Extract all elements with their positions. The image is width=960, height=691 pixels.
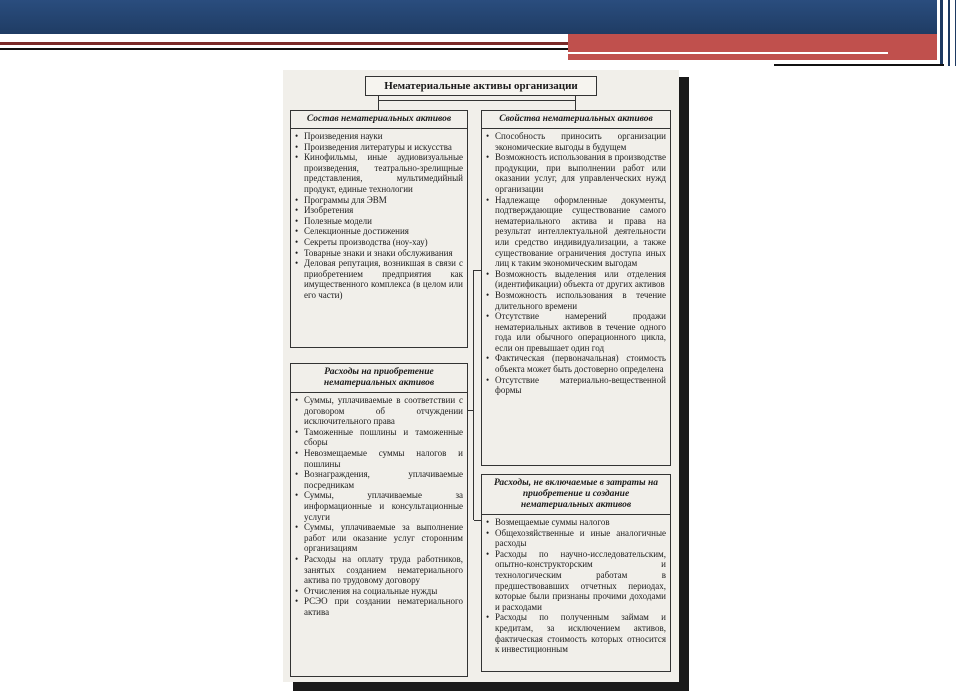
header-vertical-line — [948, 0, 950, 66]
properties-list — [482, 129, 670, 398]
connector — [474, 270, 481, 271]
list-item: • Таможенные пошлины и таможенные сборы — [294, 427, 463, 448]
properties-block — [481, 110, 671, 466]
list-item: • Произведения науки — [294, 131, 463, 142]
list-item: • Селекционные достижения — [294, 226, 463, 237]
list-item: • Товарные знаки и знаки обслуживания — [294, 248, 463, 259]
connector — [473, 270, 474, 520]
excluded-costs-heading: Расходы, не включаемые в затраты на приобретение и создание нематериальных активов — [482, 475, 670, 515]
composition-block — [290, 110, 468, 348]
list-item: • Невозмещаемые суммы налогов и пошлины — [294, 448, 463, 469]
list-item: • Возможность использования в течение длительного времени — [485, 290, 666, 311]
list-item: • Полезные модели — [294, 216, 463, 227]
list-item: • Способность приносить организации экономические выгоды в будущем — [485, 131, 666, 152]
header-rule — [0, 42, 568, 45]
connector — [378, 100, 576, 101]
list-item: • Произведения литературы и искусства — [294, 142, 463, 153]
list-item: • Отсутствие материально-вещественной формы — [485, 375, 666, 396]
slide-header-accent — [568, 34, 937, 60]
list-item: • РСЭО при создании нематериального актива — [294, 596, 463, 617]
list-item: • Суммы, уплачиваемые в соответствии с договором об отчуждении исключительного права — [294, 395, 463, 427]
list-item: • Фактическая (первоначальная) стоимость объекта может быть достоверно определена — [485, 353, 666, 374]
list-item: • Суммы, уплачиваемые за выполнение работ или оказание услуг сторонним организациям — [294, 522, 463, 554]
header-vertical-line — [955, 0, 956, 66]
list-item: • Кинофильмы, иные аудиовизуальные произведения, театрально-зрелищные представления, мультимедийный продукт, единые технологии — [294, 152, 463, 194]
list-item: • Возможность выделения или отделения (идентификации) объекта от других активов — [485, 269, 666, 290]
composition-list — [291, 129, 467, 303]
list-item: • Возможность использования в производстве продукции, при выполнении работ или оказании услуг, для управленческих нужд организации — [485, 152, 666, 194]
excluded-costs-block — [481, 474, 671, 672]
list-item: • Расходы по полученным займам и кредитам, за исключением активов, фактическая стоимость которых относится к инвестиционным — [485, 612, 666, 654]
list-item: • Возмещаемые суммы налогов — [485, 517, 666, 528]
connector — [474, 520, 481, 521]
connector — [378, 96, 379, 110]
header-rule — [0, 48, 568, 50]
list-item: • Расходы на оплату труда работников, занятых созданием нематериального актива по трудовому договору — [294, 554, 463, 586]
slide-header-band — [0, 0, 937, 34]
header-rule — [774, 64, 944, 66]
header-vertical-line — [940, 0, 943, 66]
diagram-title: Нематериальные активы организации — [365, 76, 597, 96]
acquisition-costs-block — [290, 363, 468, 677]
header-rule — [568, 52, 888, 54]
list-item: • Секреты производства (ноу-хау) — [294, 237, 463, 248]
list-item: • Вознаграждения, уплачиваемые посредникам — [294, 469, 463, 490]
composition-heading: Состав нематериальных активов — [291, 111, 467, 129]
list-item: • Общехозяйственные и иные аналогичные расходы — [485, 528, 666, 549]
acquisition-costs-heading: Расходы на приобретение нематериальных активов — [291, 364, 467, 393]
excluded-costs-list — [482, 515, 670, 657]
list-item: • Отчисления на социальные нужды — [294, 586, 463, 597]
list-item: • Суммы, уплачиваемые за информационные и консультационные услуги — [294, 490, 463, 522]
list-item: • Расходы по научно-исследовательским, опытно-конструкторским и технологическим работам в предшествовавших отчетных периодах, которые были признаны прочими доходами и расходами — [485, 549, 666, 613]
list-item: • Программы для ЭВМ — [294, 195, 463, 206]
list-item: • Деловая репутация, возникшая в связи с приобретением предприятия как имущественного комплекса (в целом или его части) — [294, 258, 463, 300]
list-item: • Изобретения — [294, 205, 463, 216]
list-item: • Отсутствие намерений продажи нематериальных активов в течение одного года или обычного операционного цикла, если он превышает один год — [485, 311, 666, 353]
intangible-assets-diagram — [283, 70, 679, 682]
connector — [575, 96, 576, 110]
list-item: • Надлежаще оформленные документы, подтверждающие существование самого нематериального актива и права на результат интеллектуальной деятельности или средство индивидуализации, а также существование ограничения доступа иных лиц к таким экономическим выгодам — [485, 195, 666, 269]
acquisition-costs-list — [291, 393, 467, 619]
properties-heading: Свойства нематериальных активов — [482, 111, 670, 129]
